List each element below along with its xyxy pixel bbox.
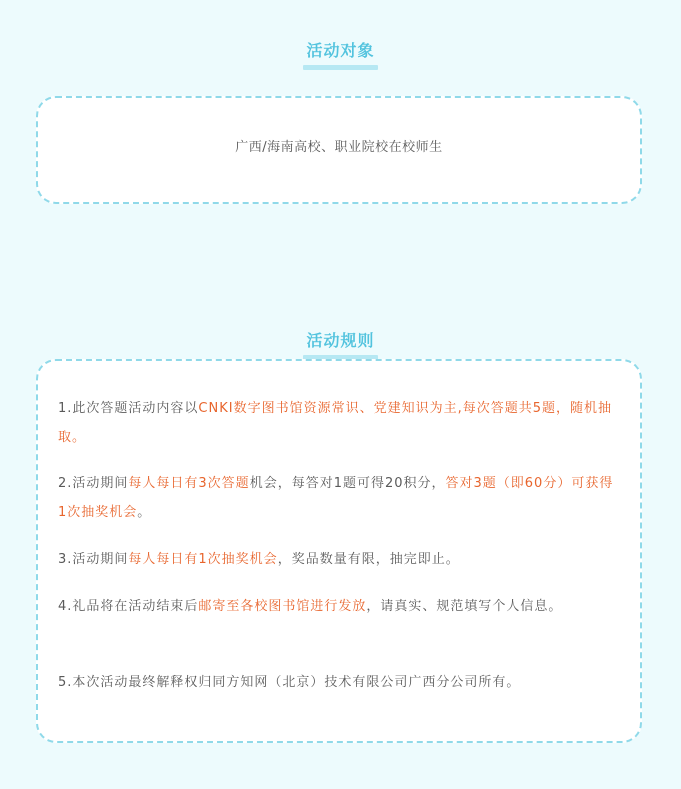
rule-text: 2.活动期间 bbox=[58, 476, 129, 491]
rule-text: ，奖品数量有限，抽完即止。 bbox=[277, 552, 460, 567]
rule-highlight-text: 答对3题（即60分）可获得1次抽奖机会 bbox=[58, 476, 614, 520]
rule-item bbox=[58, 469, 614, 527]
rule-highlight-text: 每人每日有3次答题 bbox=[128, 476, 250, 491]
target-audience-text: 广西/海南高校、职业院校在校师生 bbox=[235, 140, 443, 155]
section-title-rules-text: 活动规则 bbox=[306, 331, 375, 350]
rule-highlight-text: 邮寄至各校图书馆进行发放 bbox=[198, 599, 367, 614]
rules-card bbox=[36, 359, 642, 743]
section-title-rules bbox=[0, 330, 681, 352]
rule-highlight-text: 每人每日有1次抽奖机会 bbox=[128, 552, 278, 567]
rule-text: ，请真实、规范填写个人信息。 bbox=[366, 599, 563, 614]
rule-item bbox=[58, 394, 614, 452]
rule-item bbox=[58, 592, 614, 621]
section-title-target-text: 活动对象 bbox=[306, 41, 375, 60]
rule-text: 。 bbox=[137, 505, 152, 520]
rule-item bbox=[58, 668, 614, 697]
rule-text: 4.礼品将在活动结束后 bbox=[58, 599, 199, 614]
rule-item bbox=[58, 545, 614, 574]
target-card bbox=[36, 96, 642, 204]
rule-text: 机会，每答对1题可得20积分， bbox=[249, 476, 446, 491]
section-title-target bbox=[0, 40, 681, 62]
rule-highlight-text: CNKI数字图书馆资源常识、党建知识为主,每次答题共5题，随机抽取。 bbox=[58, 401, 612, 445]
rule-text: 5.本次活动最终解释权归同方知网（北京）技术有限公司广西分公司所有。 bbox=[58, 675, 521, 690]
rule-text: 1.此次答题活动内容以 bbox=[58, 401, 199, 416]
rule-text: 3.活动期间 bbox=[58, 552, 129, 567]
